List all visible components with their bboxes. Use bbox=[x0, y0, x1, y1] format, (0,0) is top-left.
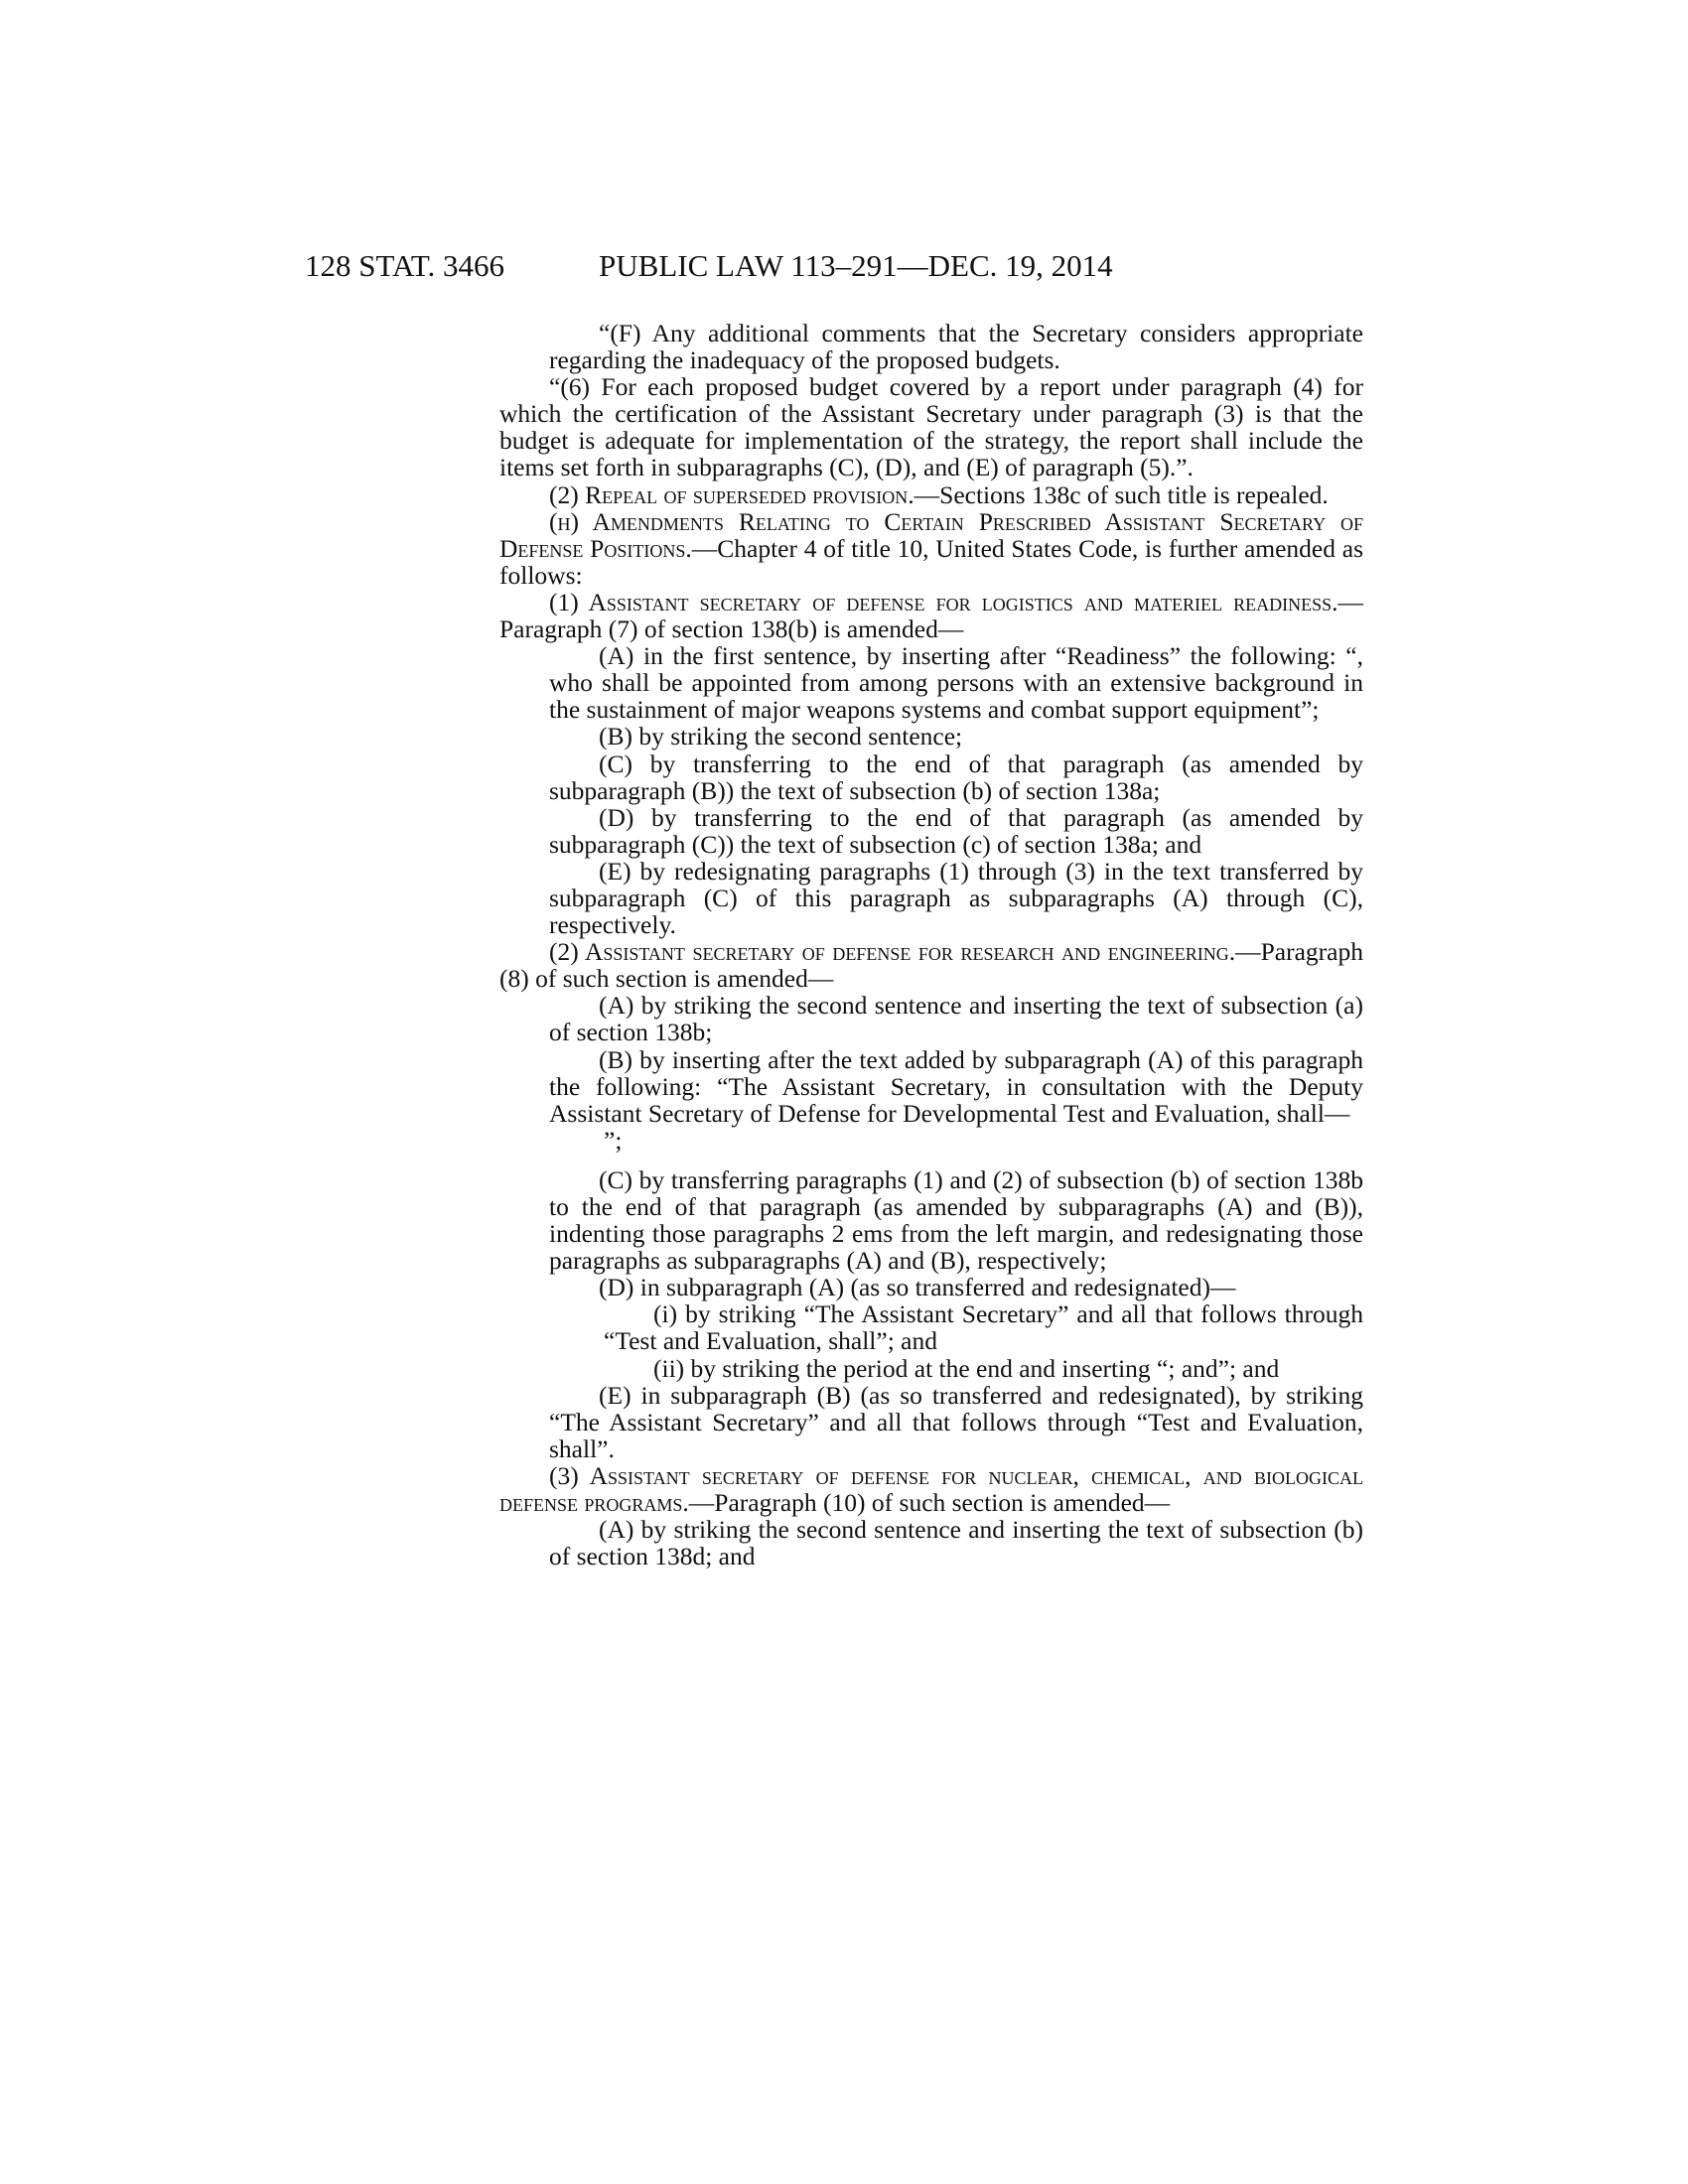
subparagraph-h2B: (B) by inserting after the text added by subparagraph (A) of this paragraph the following: “The Assistant Secretary, in consultation with the Deputy Assistant Secretary of Defense for Developmental Test and Evaluation, shall— bbox=[549, 1044, 1363, 1128]
paragraph-g2: (2) Repeal of superseded provision.—Sections 138c of such title is repealed. bbox=[549, 479, 1329, 509]
subparagraph-h1C: (C) by transferring to the end of that paragraph (as amended by subparagraph (B)) the text of subsection (b) of section 138a; bbox=[549, 749, 1363, 805]
clause-h2Di: (i) by striking “The Assistant Secretary” and all that follows through “Test and Evaluation, shall”; and bbox=[604, 1299, 1363, 1356]
paragraph-heading: (2) Repeal of superseded provision. bbox=[549, 479, 914, 509]
paragraph-heading: (2) Assistant secretary of defense for research and engineering. bbox=[549, 937, 1236, 967]
page-header bbox=[305, 246, 1298, 286]
law-title: PUBLIC LAW 113–291—DEC. 19, 2014 bbox=[599, 248, 1113, 283]
subsection-heading: (h) Amendments Relating to Certain Prescribed Assistant Secretary of Defense Positions. bbox=[499, 506, 1363, 563]
paragraph-6: “(6) For each proposed budget covered by a report under paragraph (4) for which the certification of the Assistant Secretary under paragraph (3) is that the budget is adequate for implementation of the strategy, the report shall include the items set forth in subparagraphs (C), (D), and (E) of paragraph (5).”. bbox=[499, 372, 1363, 482]
paragraph-heading: (3) Assistant secretary of defense for nuclear, chemical, and biological defense programs. bbox=[499, 1460, 1363, 1518]
paragraph-h2: (2) Assistant secretary of defense for research and engineering.—Paragraph (8) of such section is amended— bbox=[499, 937, 1363, 994]
subsection-h: (h) Amendments Relating to Certain Prescribed Assistant Secretary of Defense Positions.—Chapter 4 of title 10, United States Code, is further amended as follows: bbox=[499, 506, 1363, 590]
paragraph-heading: (1) Assistant secretary of defense for logistics and materiel readiness. bbox=[549, 587, 1338, 616]
paragraph-h1: (1) Assistant secretary of defense for logistics and materiel readiness.—Paragraph (7) of section 138(b) is amended— bbox=[499, 587, 1363, 644]
document-body bbox=[499, 320, 1363, 1570]
subparagraph-h3A: (A) by striking the second sentence and inserting the text of subsection (b) of section 138d; and bbox=[549, 1515, 1363, 1571]
subparagraph-h1B: (B) by striking the second sentence; bbox=[599, 722, 963, 751]
statute-reference: 128 STAT. 3466 bbox=[305, 248, 505, 283]
paragraph-h3: (3) Assistant secretary of defense for nuclear, chemical, and biological defense programs.—Paragraph (10) of such section is amended— bbox=[499, 1460, 1363, 1518]
subparagraph-h1A: (A) in the first sentence, by inserting after “Readiness” the following: “, who shall be appointed from among persons with an extensive background in the sustainment of major weapons systems and combat support equipment”; bbox=[549, 641, 1363, 725]
subparagraph-h1E: (E) by redesignating paragraphs (1) through (3) in the text transferred by subparagraph (C) of this paragraph as subparagraphs (A) through (C), respectively. bbox=[549, 856, 1363, 940]
paragraph-5F: “(F) Any additional comments that the Secretary considers appropriate regarding the inadequacy of the proposed budgets. bbox=[549, 319, 1363, 375]
subparagraph-h1D: (D) by transferring to the end of that paragraph (as amended by subparagraph (C)) the text of subsection (c) of section 138a; and bbox=[549, 802, 1363, 859]
subparagraph-h2A: (A) by striking the second sentence and inserting the text of subsection (a) of section 138b; bbox=[549, 991, 1363, 1047]
subparagraph-h2D: (D) in subparagraph (A) (as so transferred and redesignated)— bbox=[599, 1273, 1236, 1302]
subparagraph-h2E: (E) in subparagraph (B) (as so transferred and redesignated), by striking “The Assistant Secretary” and all that follows through “Test and Evaluation, shall”. bbox=[549, 1380, 1363, 1463]
closing-quote: ”; bbox=[604, 1125, 623, 1155]
subparagraph-h2C: (C) by transferring paragraphs (1) and (2) of subsection (b) of section 138b to the end of that paragraph (as amended by subparagraphs (A) and (B)), indenting those paragraphs 2 ems from the left margin, and redesignating those paragraphs as subparagraphs (A) and (B), respectively; bbox=[549, 1164, 1363, 1276]
clause-h2Dii: (ii) by striking the period at the end and inserting “; and”; and bbox=[653, 1353, 1280, 1383]
